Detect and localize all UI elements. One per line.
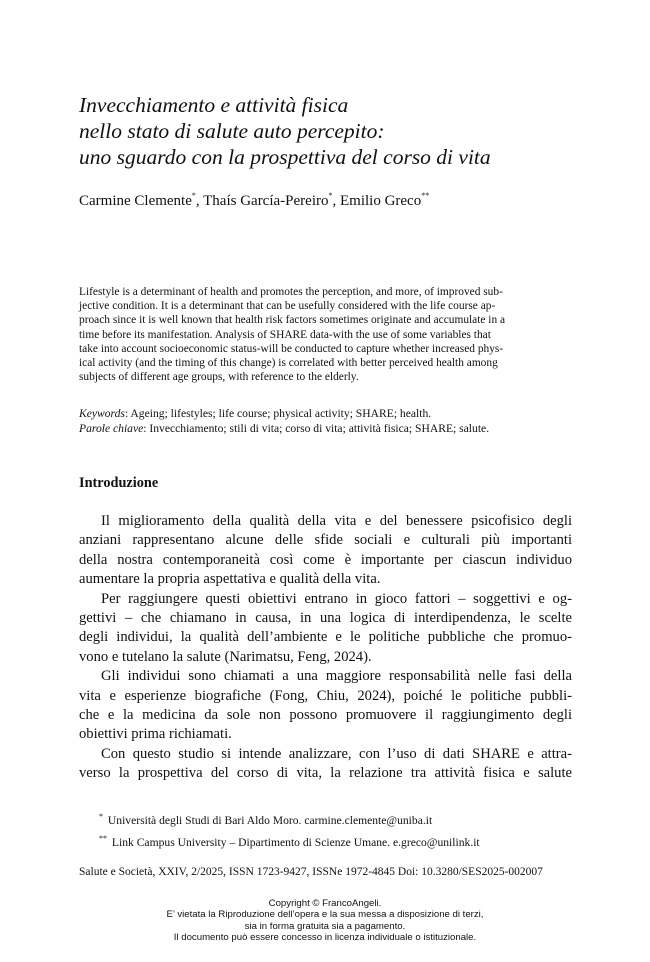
author-name: Carmine Clemente xyxy=(79,193,192,209)
author-affiliation-mark: * xyxy=(328,191,333,200)
body-line: vita e esperienze biografiche (Fong, Chiu, 2024), poiché le politiche pubbli- xyxy=(79,687,572,704)
body-line: Gli individui sono chiamati a una maggiore responsabilità nelle fasi della xyxy=(101,668,572,685)
body-line: verso la prospettiva del corso di vita, la relazione tra attività fisica e salute xyxy=(79,765,572,782)
keywords-it xyxy=(79,421,579,436)
footnotes xyxy=(99,808,579,852)
title-line: Invecchiamento e attività fisica xyxy=(79,93,349,117)
copyright-line: Copyright © FrancoAngeli. xyxy=(268,898,382,909)
body-line: vono e tutelano la salute (Narimatsu, Feng, 2024). xyxy=(79,648,372,665)
keywords-text: : Ageing; lifestyles; life course; physical activity; SHARE; health. xyxy=(124,407,432,420)
title-line: nello stato di salute auto percepito: xyxy=(79,119,385,143)
footnote-mark: ** xyxy=(99,834,107,843)
keywords-label: Parole chiave xyxy=(79,422,144,435)
abstract-line: ical activity (and the timing of this change) is correlated with better perceived health among xyxy=(79,357,498,370)
abstract-line: take into account socioeconomic status-will be conducted to capture whether increased phys- xyxy=(79,342,504,355)
body-line: della nostra contemporaneità così come è importante per ciascun individuo xyxy=(79,551,572,568)
keywords-block xyxy=(79,406,579,436)
keywords-en xyxy=(79,406,579,421)
title-line: uno sguardo con la prospettiva del corso di vita xyxy=(79,145,491,169)
copyright-line: Il documento può essere concesso in licenza individuale o istituzionale. xyxy=(173,932,477,944)
footnote-mark: * xyxy=(99,812,103,821)
body-line: Per raggiungere questi obiettivi entrano in gioco fattori – soggettivi e og- xyxy=(101,590,572,607)
author-name: Emilio Greco xyxy=(339,193,422,209)
body-line: Con questo studio si intende analizzare, con l’uso di dati SHARE e attra- xyxy=(101,745,572,762)
abstract-line: Lifestyle is a determinant of health and promotes the perception, and more, of improved sub- xyxy=(79,286,503,298)
copyright-notice xyxy=(0,898,650,944)
keywords-label: Keywords xyxy=(79,407,125,420)
paper-title xyxy=(79,92,599,170)
abstract-line: proach since it is well known that health risk factors sometimes originate and accumulate in a xyxy=(79,314,506,327)
copyright-line: E’ vietata la Riproduzione dell’opera e la sua messa a disposizione di terzi, xyxy=(166,909,484,921)
footnote xyxy=(99,830,579,852)
abstract-line: time before its manifestation. Analysis of SHARE data-with the use of some variables that xyxy=(79,328,491,341)
abstract xyxy=(79,285,571,384)
footnote-text: Università degli Studi di Bari Aldo Moro. carmine.clemente@uniba.it xyxy=(107,814,433,827)
section-heading: Introduzione xyxy=(79,475,159,491)
body-line: gettivi – che chiamano in causa, in una logica di interdipendenza, le scelte xyxy=(79,610,572,627)
author-affiliation-mark: ** xyxy=(421,191,430,200)
author-name: Thaís García-Pereiro xyxy=(203,193,329,209)
keywords-text: : Invecchiamento; stili di vita; corso di vita; attività fisica; SHARE; salute. xyxy=(143,422,490,435)
abstract-line: subjects of different age groups, with reference to the elderly. xyxy=(79,371,359,384)
copyright-line: sia in forma gratuita sia a pagamento. xyxy=(244,920,406,932)
author-affiliation-mark: * xyxy=(191,191,196,200)
footnote-text: Link Campus University – Dipartimento di Scienze Umane. e.greco@unilink.it xyxy=(111,836,480,849)
body-line: Il miglioramento della qualità della vita e del benessere psicofisico degli xyxy=(101,513,572,529)
body-line: anziani rappresentano alcune delle sfide sociali e culturali più importanti xyxy=(79,532,572,549)
journal-citation: Salute e Società, XXIV, 2/2025, ISSN 1723-9427, ISSNe 1972-4845 Doi: 10.3280/SES2025-002007 xyxy=(79,866,543,878)
body-line: che e la medicina da sole non possono promuovere il raggiungimento degli xyxy=(79,707,572,724)
author-list: Carmine Clemente*, Thaís García-Pereiro*, Emilio Greco** xyxy=(79,191,430,209)
body-text xyxy=(79,512,572,784)
footnote xyxy=(99,808,579,830)
abstract-line: jective condition. It is a determinant that can be usefully considered with the life course ap- xyxy=(79,300,496,313)
body-line: obiettivi prima richiamati. xyxy=(79,726,232,743)
body-line: degli individui, la qualità dell’ambiente e le politiche pubbliche che promuo- xyxy=(79,629,572,646)
body-line: aumentare la propria aspettativa e qualità della vita. xyxy=(79,571,381,588)
